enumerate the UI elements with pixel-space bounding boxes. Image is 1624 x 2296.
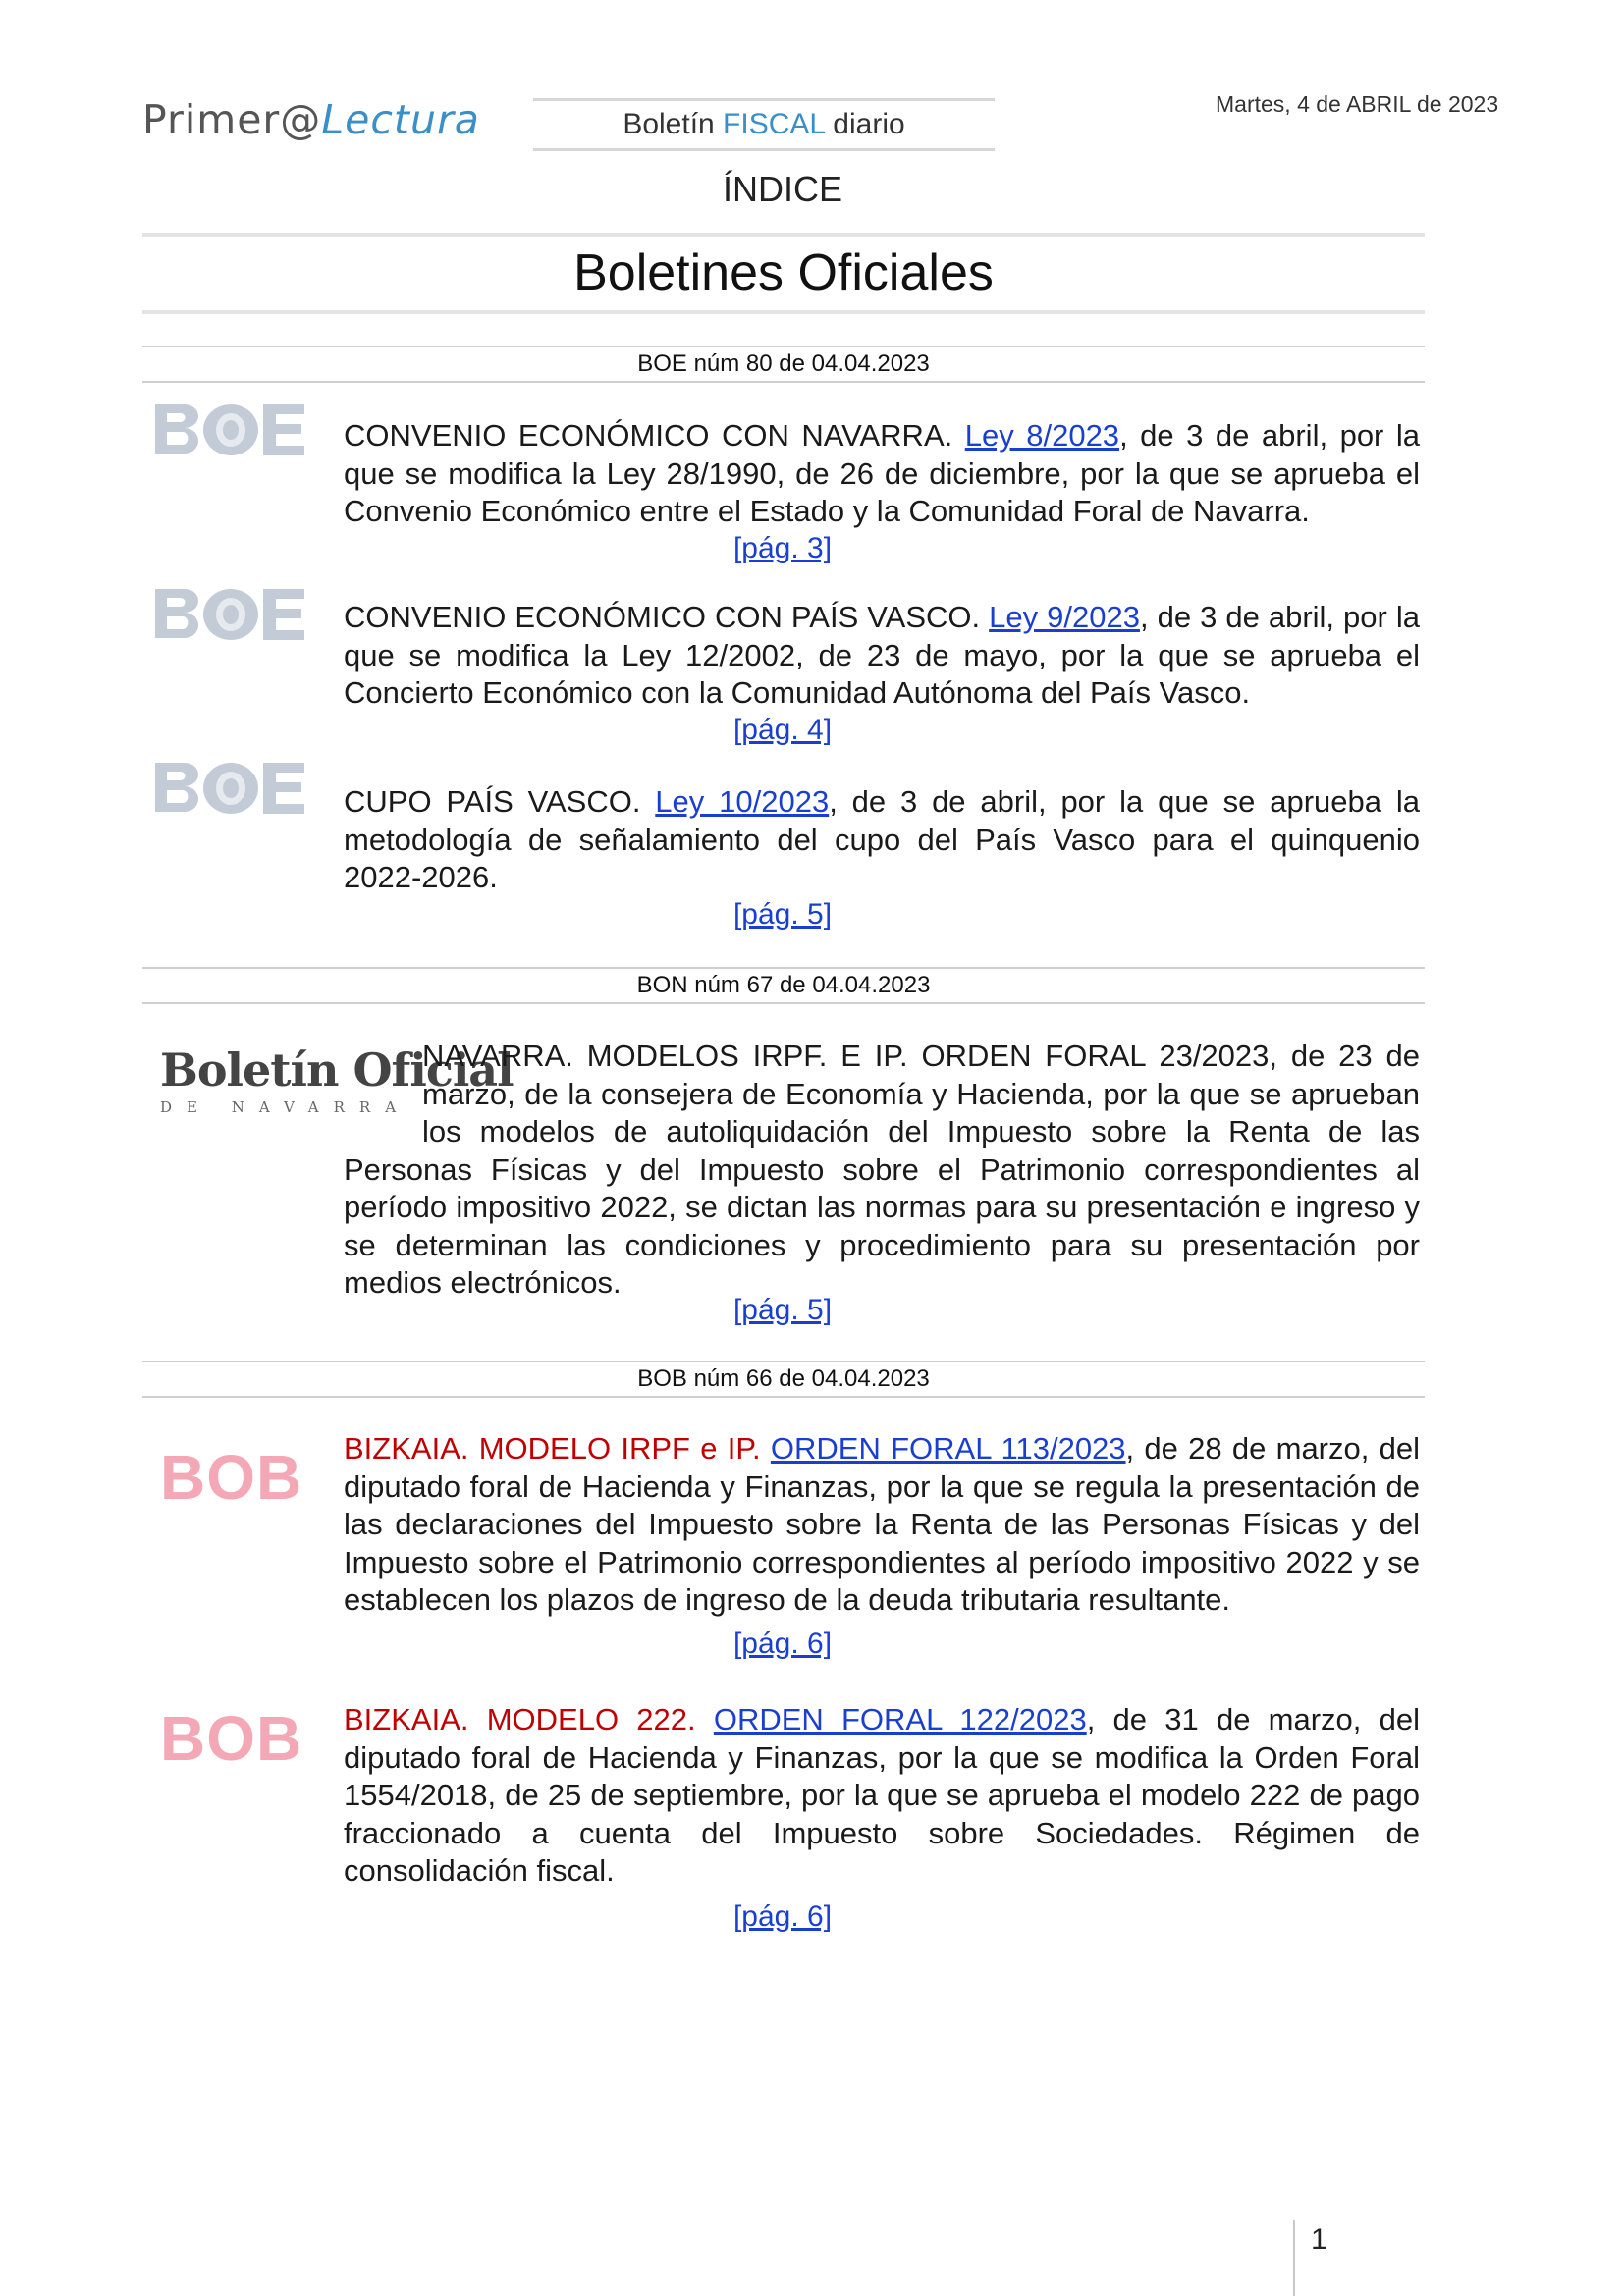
entry-lead: CUPO PAÍS VASCO.	[344, 784, 656, 819]
entry-text: , de 31 de marzo, del diputado foral de Hacienda y Finanzas, por la que se modifica la Orden Foral 1554/2018, de 25 de septiembre, por la que se aprueba el modelo 222 de pago fraccionado a cuenta del Impuesto sobre Sociedades. Régimen de consolidación fiscal.	[344, 1702, 1420, 1888]
entry-lead: CONVENIO ECONÓMICO CON NAVARRA.	[344, 418, 965, 453]
ley-10-2023-link[interactable]: Ley 10/2023	[655, 784, 830, 819]
index-heading: ÍNDICE	[722, 169, 842, 209]
boe-heading-bar: BOE núm 80 de 04.04.2023	[142, 346, 1425, 383]
bob-entry-1	[344, 1430, 1420, 1620]
entry-text: , de 3 de abril, por la que se modifica la Ley 12/2002, de 23 de mayo, por la que se aprueba el Concierto Económico con la Comunidad Autónoma del País Vasco.	[344, 600, 1420, 710]
bob-entry-2	[344, 1701, 1420, 1891]
entry-lead: NAVARRA. MODELOS IRPF. E IP.	[422, 1039, 922, 1073]
logo-text-lectura: Lectura	[321, 96, 480, 143]
issue-date: Martes, 4 de ABRIL de 2023	[1216, 91, 1499, 117]
page-link-5b[interactable]: [pág. 5]	[732, 1294, 833, 1326]
bon-logo-line2: DE NAVARRA	[160, 1098, 411, 1116]
bulletin-highlight: FISCAL	[723, 108, 825, 140]
boe-logo-icon	[153, 402, 306, 457]
ley-8-2023-link[interactable]: Ley 8/2023	[964, 418, 1120, 453]
entry-text: ORDEN FORAL 23/2023, de 23 de marzo, de la consejera de Economía y Hacienda, por la que se aprueban los modelos de autoliquidación del Impuesto sobre la Renta de las Personas Físicas y del Impuesto sobre el Patrimonio correspondientes al período impositivo 2022, se dictan las normas para su presentación e ingreso y se determinan las condiciones y procedimiento para su presentación por medios electrónicos.	[344, 1039, 1420, 1300]
page-number: 1	[1311, 2223, 1327, 2256]
page-number-divider	[1293, 2220, 1295, 2296]
bon-logo-line1: Boletín Oficial	[160, 1043, 514, 1096]
entry-text: , de 28 de marzo, del diputado foral de Hacienda y Finanzas, por la que se regula la presentación de las declaraciones del Impuesto sobre la Renta de las Personas Físicas y del Impuesto sobre el Patrimonio correspondientes al período impositivo 2022 y se establecen los plazos de ingreso de la deuda tributaria resultante.	[344, 1431, 1420, 1617]
bon-entry-1	[344, 1038, 1420, 1303]
bob-heading-bar: BOB núm 66 de 04.04.2023	[142, 1361, 1425, 1398]
primera-lectura-logo	[142, 96, 480, 143]
bon-heading-bar: BON núm 67 de 04.04.2023	[142, 967, 1425, 1004]
entry-lead: BIZKAIA. MODELO IRPF e IP.	[344, 1431, 771, 1466]
ley-9-2023-link[interactable]: Ley 9/2023	[989, 600, 1140, 634]
boe-entry-2	[344, 599, 1420, 713]
boe-logo-icon	[153, 761, 306, 816]
page-link-6[interactable]: [pág. 6]	[732, 1628, 833, 1660]
entry-text: , de 3 de abril, por la que se modifica la Ley 28/1990, de 26 de diciembre, por la que se aprueba el Convenio Económico entre el Estado y la Comunidad Foral de Navarra.	[344, 418, 1421, 528]
boe-entry-1	[344, 417, 1420, 531]
orden-foral-113-2023-link[interactable]: ORDEN FORAL 113/2023	[770, 1431, 1126, 1466]
orden-foral-122-2023-link[interactable]: ORDEN FORAL 122/2023	[713, 1702, 1087, 1736]
page-link-4[interactable]: [pág. 4]	[732, 714, 833, 746]
entry-lead: BIZKAIA. MODELO 222.	[344, 1702, 714, 1736]
page-link-3[interactable]: [pág. 3]	[732, 532, 833, 564]
page-link-6b[interactable]: [pág. 6]	[732, 1900, 833, 1933]
bulletin-prefix: Boletín	[623, 108, 724, 140]
bulletin-title	[533, 98, 995, 151]
entry-lead: CONVENIO ECONÓMICO CON PAÍS VASCO.	[344, 600, 990, 634]
logo-spacer	[344, 1038, 422, 1150]
bob-logo: BOB	[160, 1703, 303, 1774]
entry-text: , de 3 de abril, por la que se aprueba la metodología de señalamiento del cupo del País Vasco para el quinquenio 2022-2026.	[344, 784, 1420, 894]
bulletin-suffix: diario	[824, 108, 905, 140]
logo-text-primer: Primer@	[142, 96, 322, 143]
page-link-5[interactable]: [pág. 5]	[732, 898, 833, 931]
boe-logo-icon	[153, 587, 306, 642]
section-title: Boletines Oficiales	[142, 233, 1425, 314]
bob-logo: BOB	[160, 1442, 303, 1513]
boe-entry-3	[344, 783, 1420, 897]
